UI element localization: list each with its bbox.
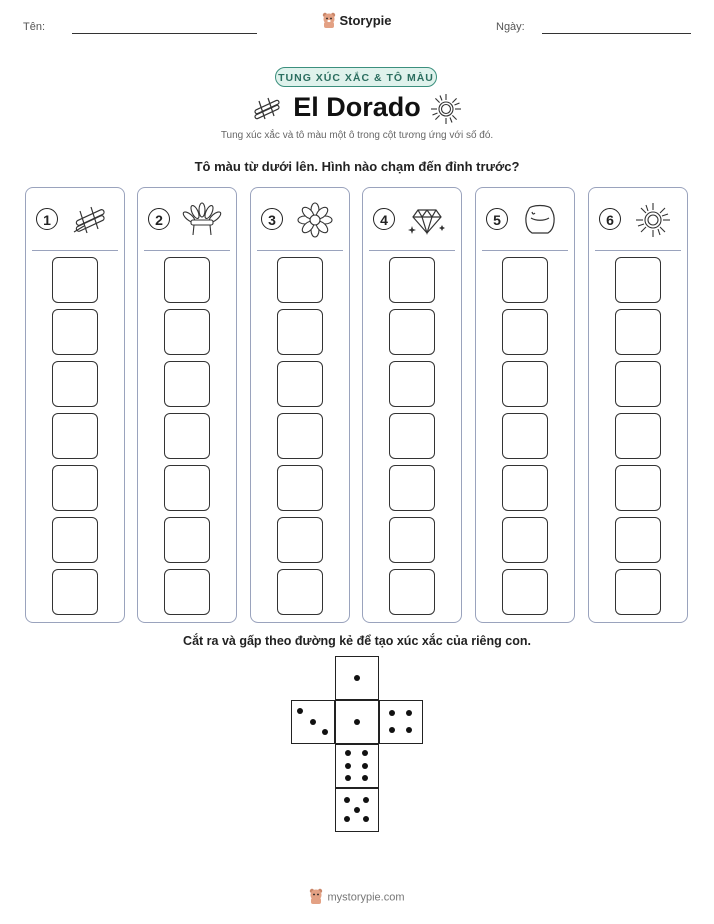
feather-headdress-icon [182,202,222,238]
column-divider [257,250,343,251]
coloring-box[interactable] [389,257,435,303]
sun-icon [633,202,673,238]
coloring-box[interactable] [52,517,98,563]
dice-pip [362,763,368,769]
dice-pip [354,719,360,725]
dice-pip [310,719,316,725]
coloring-box[interactable] [389,413,435,459]
dice-pip [406,710,412,716]
coloring-box[interactable] [502,309,548,355]
column-divider [595,250,681,251]
coloring-box[interactable] [615,517,661,563]
coloring-box[interactable] [277,413,323,459]
column-divider [482,250,568,251]
coloring-box[interactable] [164,569,210,615]
column-divider [144,250,230,251]
coloring-box[interactable] [164,465,210,511]
dice-pip [362,775,368,781]
coloring-box[interactable] [164,517,210,563]
coloring-box[interactable] [277,465,323,511]
dice-column-5 [475,187,575,623]
dice-pip [389,727,395,733]
column-number: 3 [261,208,283,230]
bear-logo-icon [309,888,323,907]
page-title: El Dorado [293,92,421,122]
dice-pip [362,750,368,756]
dice-pip [345,750,351,756]
dice-face-6 [335,744,379,788]
column-number: 6 [599,208,621,230]
coloring-box[interactable] [389,569,435,615]
dice-pip [363,816,369,822]
diamond-icon [407,202,447,238]
dice-pip [344,816,350,822]
cut-instruction: Cắt ra và gấp theo đường kẻ để tạo xúc xắc của riêng con. [183,634,531,648]
coloring-box[interactable] [615,257,661,303]
coloring-box[interactable] [52,413,98,459]
coloring-box[interactable] [389,465,435,511]
dice-pip [363,797,369,803]
coloring-box[interactable] [502,257,548,303]
coloring-box[interactable] [164,413,210,459]
dice-pip [345,763,351,769]
coloring-box[interactable] [277,517,323,563]
coloring-box[interactable] [52,257,98,303]
coloring-box[interactable] [502,465,548,511]
dice-pip [344,797,350,803]
bear-logo-icon [322,12,336,31]
name-line[interactable] [72,33,257,34]
coloring-box[interactable] [615,413,661,459]
raft-icon [70,202,110,238]
dice-pip [297,708,303,714]
dice-face-1 [335,656,379,700]
coloring-box[interactable] [615,465,661,511]
dice-face-3 [291,700,335,744]
coloring-box[interactable] [389,517,435,563]
instruction: Tô màu từ dưới lên. Hình nào chạm đến đỉnh trước? [194,159,520,174]
dice-pip [345,775,351,781]
subtitle: Tung xúc xắc và tô màu một ô trong cột tương ứng với số đó. [220,130,494,141]
name-label: Tên: [23,21,46,33]
coloring-box[interactable] [277,569,323,615]
activity-pill: TUNG XÚC XẮC & TÔ MÀU [275,67,437,87]
coloring-box[interactable] [277,361,323,407]
dice-column-3 [250,187,350,623]
coloring-box[interactable] [164,361,210,407]
coloring-box[interactable] [164,309,210,355]
coloring-box[interactable] [164,257,210,303]
footer [0,888,714,907]
coloring-box[interactable] [615,569,661,615]
column-number: 5 [486,208,508,230]
coloring-box[interactable] [502,361,548,407]
coloring-box[interactable] [502,569,548,615]
dice-column-4 [362,187,462,623]
coloring-box[interactable] [502,413,548,459]
dice-pip [354,807,360,813]
pot-icon [520,202,560,238]
dice-column-2 [137,187,237,623]
brand-name: Storypie [339,12,392,28]
coloring-box[interactable] [52,309,98,355]
column-number: 1 [36,208,58,230]
coloring-box[interactable] [277,309,323,355]
dice-face-1 [335,700,379,744]
footer-url: mystorypie.com [327,891,405,904]
dice-pip [354,675,360,681]
dice-column-6 [588,187,688,623]
coloring-box[interactable] [615,309,661,355]
dice-column-1 [25,187,125,623]
sun-icon [429,92,463,126]
coloring-box[interactable] [389,361,435,407]
column-number: 4 [373,208,395,230]
coloring-box[interactable] [615,361,661,407]
dice-face-4 [379,700,423,744]
coloring-box[interactable] [389,309,435,355]
date-label: Ngày: [496,21,525,33]
coloring-box[interactable] [52,569,98,615]
coloring-box[interactable] [52,465,98,511]
date-line[interactable] [542,33,691,34]
dice-face-5 [335,788,379,832]
coloring-box[interactable] [52,361,98,407]
coloring-box[interactable] [277,257,323,303]
flower-icon [295,202,335,238]
brand-logo [0,12,714,31]
dice-pip [322,729,328,735]
coloring-box[interactable] [502,517,548,563]
column-divider [369,250,455,251]
column-divider [32,250,118,251]
dice-pip [406,727,412,733]
column-number: 2 [148,208,170,230]
dice-pip [389,710,395,716]
